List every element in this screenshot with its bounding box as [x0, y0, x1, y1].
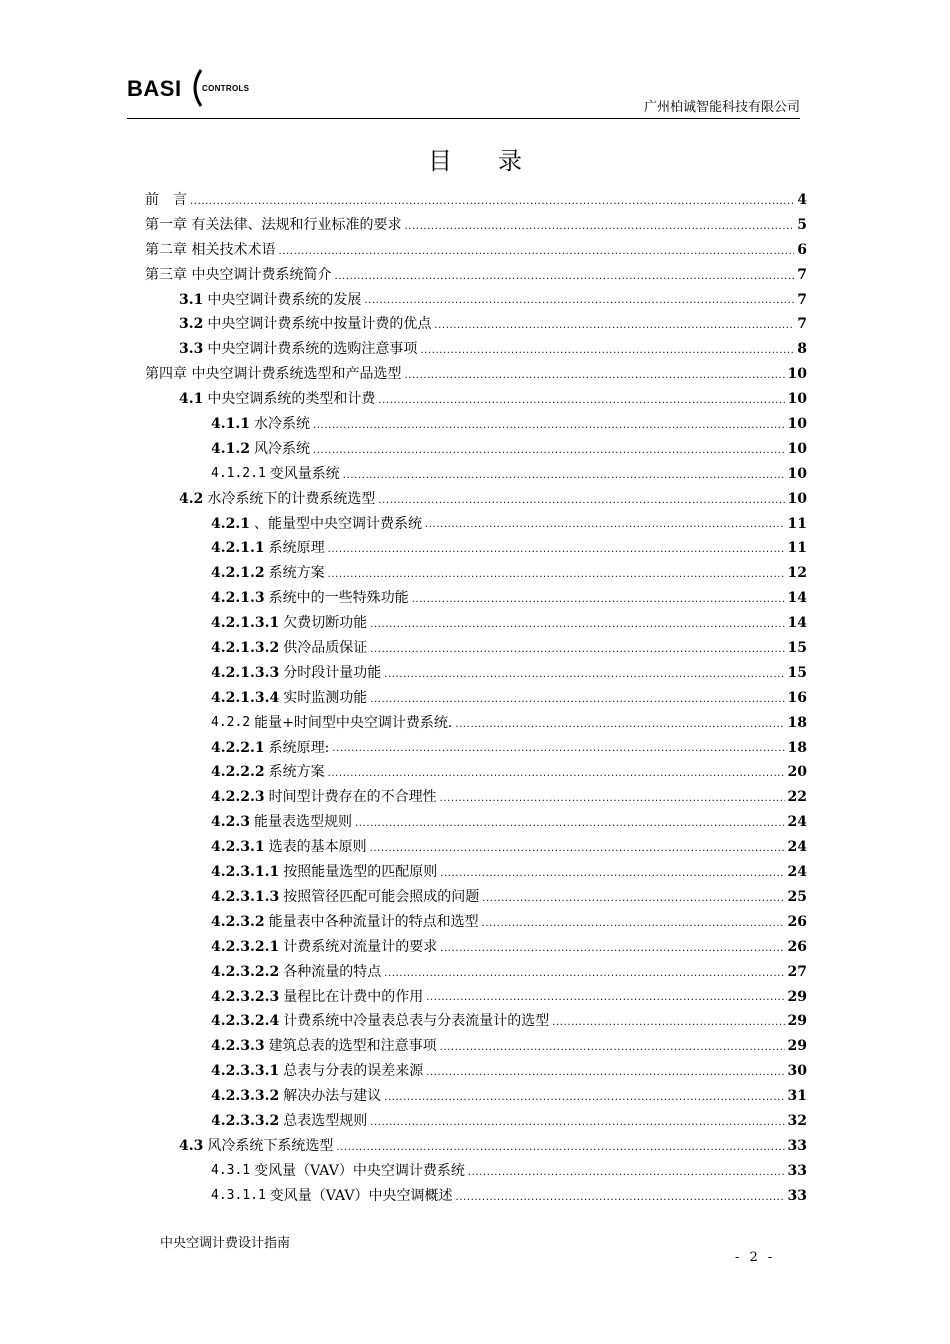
toc-entry[interactable] [145, 636, 807, 661]
toc-entry[interactable] [145, 437, 807, 462]
toc-dot-leader [440, 785, 785, 810]
toc-entry[interactable] [145, 561, 807, 586]
toc-dot-leader [425, 512, 785, 537]
toc-entry[interactable] [145, 188, 807, 213]
toc-entry-page: 26 [787, 913, 807, 930]
toc-entry-text: 按照能量选型的匹配原则 [283, 864, 438, 881]
toc-entry-page: 29 [787, 988, 807, 1005]
toc-entry-number: 4.2.3.2.3 [211, 988, 280, 1005]
toc-dot-leader [355, 810, 785, 835]
toc-entry-text: 中央空调计费系统中按量计费的优点 [207, 316, 432, 333]
toc-entry-page: 26 [787, 938, 807, 955]
toc-entry[interactable] [145, 238, 807, 263]
toc-entry[interactable] [145, 686, 807, 711]
toc-entry-page: 10 [787, 366, 807, 383]
toc-entry[interactable] [145, 935, 807, 960]
toc-entry-number: 4.2.1.3.4 [211, 689, 280, 706]
logo-controls-text: CONTROLS [202, 84, 250, 93]
toc-entry[interactable] [145, 1084, 807, 1109]
toc-entry[interactable] [145, 512, 807, 537]
toc-entry-text: 变风量（VAV）中央空调计费系统 [254, 1162, 465, 1179]
toc-dot-leader [364, 288, 794, 313]
toc-entry-page: 29 [787, 1038, 807, 1055]
toc-entry-text: 第三章 中央空调计费系统简介 [145, 266, 332, 283]
toc-entry-page: 6 [797, 241, 807, 258]
toc-entry-text: 选表的基本原则 [268, 839, 367, 856]
toc-entry-number: 4.1 [179, 391, 204, 408]
toc-entry-page: 11 [787, 515, 807, 532]
toc-entry-text: 总表与分表的误差来源 [283, 1063, 424, 1080]
toc-entry-text: 第四章 中央空调计费系统选型和产品选型 [145, 366, 402, 383]
toc-entry-text: 时间型计费存在的不合理性 [268, 789, 437, 806]
toc-entry-number: 4.2.1 [211, 515, 250, 532]
toc-entry-page: 24 [787, 839, 807, 856]
toc-entry[interactable] [145, 263, 807, 288]
toc-dot-leader [426, 1059, 784, 1084]
toc-entry-text: 能量表选型规则 [253, 814, 352, 831]
toc-entry-number: 4.2.3.2 [211, 913, 265, 930]
toc-dot-leader [384, 960, 784, 985]
toc-entry-text: 能量+时间型中央空调计费系统. [254, 714, 453, 731]
toc-entry[interactable] [145, 1009, 807, 1034]
toc-entry[interactable] [145, 860, 807, 885]
toc-dot-leader [420, 337, 794, 362]
toc-entry-number: 3.2 [179, 316, 204, 333]
toc-entry-page: 10 [787, 490, 807, 507]
toc-dot-leader [482, 910, 785, 935]
toc-entry-page: 14 [787, 590, 807, 607]
toc-entry-text: 水冷系统下的计费系统选型 [207, 490, 376, 507]
toc-entry-text: 欠费切断功能 [283, 615, 368, 632]
toc-entry-text: 计费系统对流量计的要求 [283, 938, 438, 955]
toc-entry-number: 4.2.3.3.1 [211, 1063, 280, 1080]
toc-entry-text: 各种流量的特点 [283, 963, 382, 980]
toc-entry-number: 4.2.3.3 [211, 1038, 265, 1055]
toc-entry[interactable] [145, 337, 807, 362]
toc-entry-text: 系统方案 [268, 764, 325, 781]
toc-title: 目录 [428, 147, 568, 175]
toc-dot-leader [313, 437, 785, 462]
toc-dot-leader [190, 188, 794, 213]
toc-dot-leader [440, 1034, 785, 1059]
company-logo [127, 66, 262, 110]
toc-entry-text: 系统原理 [268, 540, 325, 557]
toc-entry-page: 12 [787, 565, 807, 582]
toc-dot-leader [313, 412, 785, 437]
toc-entry-page: 33 [787, 1162, 807, 1179]
toc-entry[interactable] [145, 288, 807, 313]
toc-entry[interactable] [145, 885, 807, 910]
toc-entry-number: 4.3.1 [211, 1162, 251, 1178]
toc-entry-page: 4 [797, 192, 807, 208]
toc-dot-leader [343, 462, 785, 487]
toc-entry-page: 15 [787, 640, 807, 657]
toc-entry-text: 中央空调系统的类型和计费 [207, 391, 376, 408]
toc-dot-leader [455, 711, 784, 736]
toc-entry-number: 4.1.1 [211, 416, 250, 433]
toc-entry[interactable] [145, 910, 807, 935]
toc-entry-text: 总表选型规则 [283, 1112, 368, 1129]
toc-entry[interactable] [145, 312, 807, 337]
toc-entry[interactable] [145, 1159, 807, 1184]
toc-entry-page: 31 [787, 1088, 807, 1105]
toc-entry[interactable] [145, 785, 807, 810]
toc-entry[interactable] [145, 611, 807, 636]
toc-entry-text: 变风量系统 [269, 465, 340, 482]
toc-entry-text: 前 言 [145, 192, 187, 208]
toc-entry-page: 24 [787, 864, 807, 881]
toc-dot-leader [384, 1084, 784, 1109]
toc-entry-number: 4.2.3.1 [211, 839, 265, 856]
toc-entry[interactable] [145, 412, 807, 437]
toc-entry-number: 4.2.1.3.2 [211, 640, 280, 657]
toc-entry[interactable] [145, 1034, 807, 1059]
toc-entry-text: 风冷系统 [253, 440, 310, 457]
toc-entry-number: 4.2.3.2.1 [211, 938, 280, 955]
toc-entry-text: 解决办法与建议 [283, 1088, 382, 1105]
toc-entry-text: 风冷系统下系统选型 [207, 1137, 334, 1154]
logo-basi-text: BASI [127, 76, 182, 101]
toc-entry-page: 5 [797, 216, 807, 233]
toc-entry-page: 15 [787, 664, 807, 681]
toc-entry-text: 系统方案 [268, 565, 325, 582]
toc-dot-leader [378, 487, 784, 512]
toc-entry-text: 分时段计量功能 [283, 664, 382, 681]
toc-entry-text: 供冷品质保证 [283, 640, 368, 657]
toc-entry[interactable] [145, 960, 807, 985]
toc-entry-page: 10 [787, 391, 807, 408]
toc-entry-page: 33 [787, 1137, 807, 1154]
toc-dot-leader [404, 213, 794, 238]
toc-entry-page: 10 [787, 440, 807, 457]
toc-entry-text: 能量表中各种流量计的特点和选型 [268, 913, 479, 930]
toc-entry[interactable] [145, 711, 807, 736]
toc-dot-leader [440, 860, 784, 885]
toc-dot-leader [332, 736, 784, 761]
toc-entry-number: 4.2.3.2.4 [211, 1013, 280, 1030]
toc-entry-text: 按照管径匹配可能会照成的问题 [283, 888, 480, 905]
footer-document-title: 中央空调计费设计指南 [160, 1236, 291, 1251]
toc-entry-number: 4.2.1.2 [211, 565, 265, 582]
toc-entry-number: 4.2.1.3 [211, 590, 265, 607]
toc-entry-page: 32 [787, 1112, 807, 1129]
toc-entry-page: 7 [797, 316, 807, 333]
toc-dot-leader [370, 636, 784, 661]
toc-entry-number: 4.1.2.1 [211, 465, 266, 481]
toc-entry-page: 24 [787, 814, 807, 831]
toc-entry[interactable] [145, 810, 807, 835]
toc-dot-leader [434, 312, 794, 337]
toc-entry-text: 系统中的一些特殊功能 [268, 590, 409, 607]
toc-entry[interactable] [145, 213, 807, 238]
toc-entry[interactable] [145, 760, 807, 785]
toc-entry-page: 11 [787, 540, 807, 557]
toc-entry-number: 4.2.1.3.3 [211, 664, 280, 681]
toc-entry[interactable] [145, 1059, 807, 1084]
toc-entry-text: 计费系统中冷量表总表与分表流量计的选型 [283, 1013, 550, 1030]
toc-entry[interactable] [145, 985, 807, 1010]
toc-entry-text: 中央空调计费系统的发展 [207, 291, 362, 308]
toc-entry[interactable] [145, 835, 807, 860]
toc-entry-text: 水冷系统 [253, 416, 310, 433]
toc-entry-text: 量程比在计费中的作用 [283, 988, 424, 1005]
toc-dot-leader [370, 835, 785, 860]
toc-dot-leader [426, 985, 784, 1010]
toc-dot-leader [378, 387, 784, 412]
header-divider [127, 118, 800, 119]
toc-entry[interactable] [145, 387, 807, 412]
logo-arc-icon [189, 68, 203, 108]
toc-entry-text: 第一章 有关法律、法规和行业标准的要求 [145, 216, 402, 233]
toc-entry-page: 33 [787, 1187, 807, 1204]
toc-entry[interactable] [145, 661, 807, 686]
toc-entry-number: 4.2.3.1.1 [211, 864, 280, 881]
toc-entry-number: 4.2.2 [211, 714, 251, 730]
toc-entry-page: 18 [787, 714, 807, 731]
toc-dot-leader [412, 586, 785, 611]
toc-entry-page: 29 [787, 1013, 807, 1030]
toc-dot-leader [552, 1009, 784, 1034]
toc-dot-leader [440, 935, 784, 960]
toc-entry-page: 20 [787, 764, 807, 781]
toc-entry-number: 4.2.3.2.2 [211, 963, 280, 980]
toc-entry-page: 14 [787, 615, 807, 632]
toc-dot-leader [370, 686, 784, 711]
toc-entry[interactable] [145, 1184, 807, 1209]
toc-dot-leader [328, 561, 785, 586]
toc-entry-number: 3.1 [179, 291, 204, 308]
toc-dot-leader [468, 1159, 785, 1184]
toc-entry-number: 4.3.1.1 [211, 1187, 266, 1203]
toc-dot-leader [328, 760, 785, 785]
toc-dot-leader [455, 1184, 784, 1209]
toc-entry-text: 、能量型中央空调计费系统 [253, 515, 422, 532]
toc-entry-page: 22 [787, 789, 807, 806]
toc-entry-number: 4.2.2.3 [211, 789, 265, 806]
toc-entry-text: 建筑总表的选型和注意事项 [268, 1038, 437, 1055]
toc-entry-text: 系统原理: [268, 739, 330, 756]
company-name: 广州柏诚智能科技有限公司 [643, 100, 800, 115]
toc-entry-page: 8 [797, 341, 807, 358]
toc-entry-page: 18 [787, 739, 807, 756]
toc-dot-leader [278, 238, 794, 263]
toc-entry-number: 4.3 [179, 1137, 204, 1154]
toc-entry-page: 25 [787, 888, 807, 905]
toc-entry[interactable] [145, 736, 807, 761]
toc-entry-page: 10 [787, 416, 807, 433]
toc-dot-leader [384, 661, 784, 686]
toc-entry-page: 10 [787, 465, 807, 482]
toc-dot-leader [334, 263, 794, 288]
toc-entry-text: 第二章 相关技术术语 [145, 241, 276, 258]
toc-entry[interactable] [145, 1109, 807, 1134]
toc-entry[interactable] [145, 586, 807, 611]
toc-entry-number: 4.2.3.3.2 [211, 1088, 280, 1105]
toc-entry-number: 4.2.3.1.3 [211, 888, 280, 905]
toc-entry-text: 变风量（VAV）中央空调概述 [269, 1187, 453, 1204]
toc-entry-page: 30 [787, 1063, 807, 1080]
toc-entry-number: 4.1.2 [211, 440, 250, 457]
toc-entry[interactable] [145, 487, 807, 512]
toc-dot-leader [404, 362, 784, 387]
toc-entry[interactable] [145, 536, 807, 561]
toc-entry-number: 4.2.1.1 [211, 540, 265, 557]
toc-dot-leader [482, 885, 784, 910]
toc-entry[interactable] [145, 362, 807, 387]
toc-dot-leader [370, 611, 784, 636]
toc-entry-number: 4.2.3.3.2 [211, 1112, 280, 1129]
toc-entry-page: 16 [787, 689, 807, 706]
toc-entry-page: 7 [797, 266, 807, 283]
toc-entry-page: 27 [787, 963, 807, 980]
toc-entry-number: 4.2.1.3.1 [211, 615, 280, 632]
toc-entry-number: 3.3 [179, 341, 204, 358]
toc-dot-leader [336, 1134, 784, 1159]
toc-entry-number: 4.2.2.1 [211, 739, 265, 756]
toc-entry-number: 4.2 [179, 490, 204, 507]
toc-dot-leader [370, 1109, 784, 1134]
toc-entry-page: 7 [797, 291, 807, 308]
toc-entry-number: 4.2.3 [211, 814, 250, 831]
toc-entry-text: 中央空调计费系统的选购注意事项 [207, 341, 418, 358]
toc-entry-number: 4.2.2.2 [211, 764, 265, 781]
table-of-contents [145, 188, 807, 1209]
toc-entry-text: 实时监测功能 [283, 689, 368, 706]
toc-dot-leader [328, 536, 785, 561]
toc-entry[interactable] [145, 462, 807, 487]
footer-page-number: - 2 - [735, 1250, 776, 1265]
toc-entry[interactable] [145, 1134, 807, 1159]
